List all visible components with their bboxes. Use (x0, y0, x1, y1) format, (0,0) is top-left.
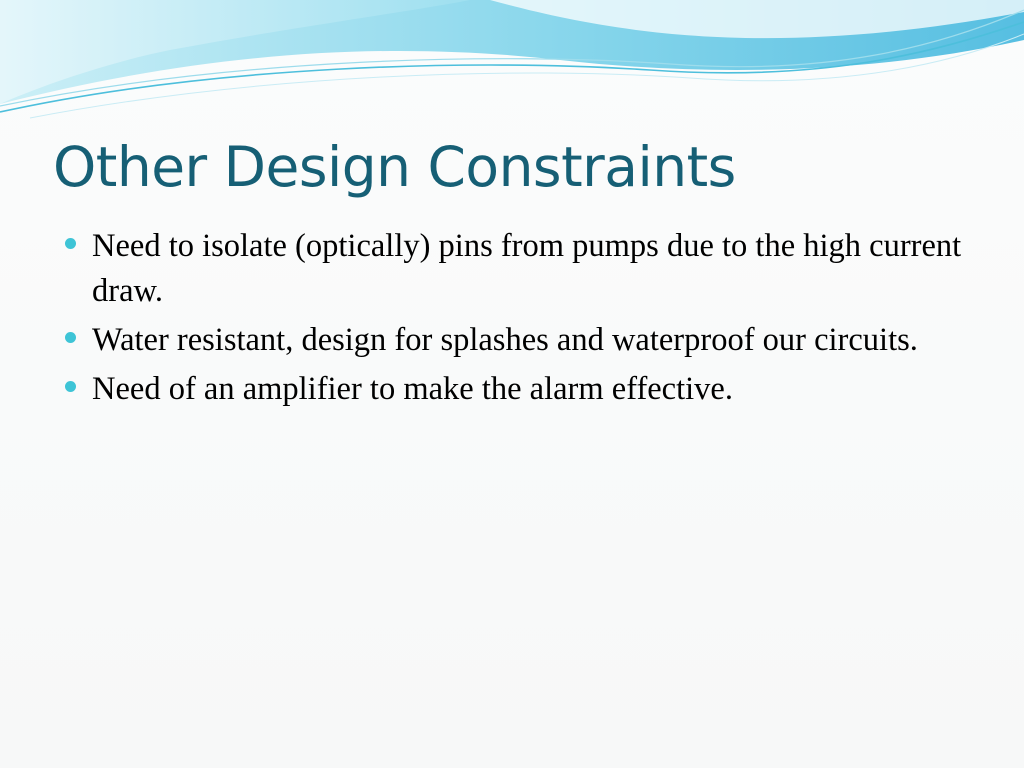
bullet-dot-icon (65, 381, 76, 392)
bullet-dot-icon (65, 238, 76, 249)
bullet-text: Need of an amplifier to make the alarm effective. (92, 371, 733, 407)
bullet-item (62, 318, 982, 363)
bullet-item (62, 224, 982, 314)
bullet-text: Water resistant, design for splashes and waterproof our circuits. (92, 322, 918, 358)
slide-title: Other Design Constraints (53, 135, 736, 199)
wave-header-decoration (0, 0, 1024, 120)
bullet-item (62, 367, 982, 412)
bullet-list (62, 224, 982, 416)
bullet-text: Need to isolate (optically) pins from pumps due to the high current draw. (92, 228, 962, 309)
bullet-dot-icon (65, 332, 76, 343)
